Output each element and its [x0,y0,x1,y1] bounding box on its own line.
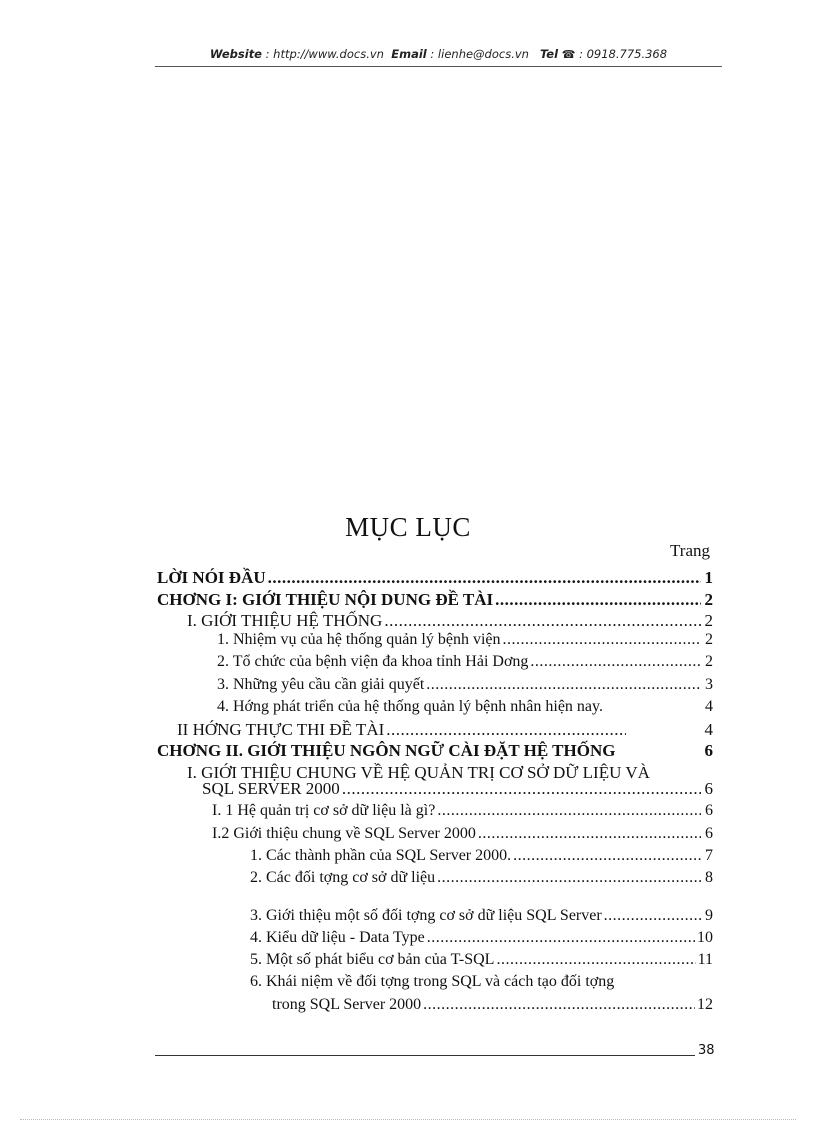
tel-label: Tel [539,47,559,61]
phone-icon: ☎ [561,48,576,61]
toc-entry-2-I-2-4: 4. Kiểu dữ liệu - Data Type ..... 10 [250,928,713,948]
email-value: : lienhe@docs.vn [430,47,529,61]
toc-entry-preface: LỜI NÓI ĐẦU ..... 1 [157,568,713,588]
toc-entry-2-I-2-6: 6. Khái niệm về đối tợng trong SQL và cách tạo đối tợng [250,973,615,990]
email-label: Email [391,47,427,61]
page-header [155,47,722,67]
page-bottom-border [20,1119,796,1120]
toc-entry-2-I-2-5: 5. Một số phát biểu cơ bản của T-SQL ..... 11 [250,950,713,970]
toc-entry-2-I: I. GIỚI THIỆU CHUNG VỀ HỆ QUẢN TRỊ CƠ SỞ DỮ LIỆU VÀ [187,763,650,782]
toc-entry-1-I-2: 2. Tổ chức của bệnh viện đa khoa tỉnh Hải Dơng ..... 2 [217,652,713,672]
toc-entry-1-I-1: 1. Nhiệm vụ của hệ thống quản lý bệnh viện ..... 2 [217,630,713,650]
page-number: 38 [698,1043,715,1058]
toc-entry-1-I-3: 3. Những yêu cầu cần giải quyết ..... 3 [217,675,713,695]
page-title: MỤC LỤC [345,512,471,542]
page-column-label: Trang [670,541,710,560]
tel-value: : 0918.775.368 [579,47,668,61]
toc-entry-2-I-2-2: 2. Các đối tợng cơ sở dữ liệu ..... 8 [250,868,713,888]
website-value: : http://www.docs.vn [265,47,384,61]
toc-entry-2-I-cont: SQL SERVER 2000 ..... 6 [202,779,713,799]
toc-entry-1-I: I. GIỚI THIỆU HỆ THỐNG ..... 2 [187,611,713,631]
toc-entry-chapter-2: CHƠNG II. GIỚI THIỆU NGÔN NGỮ CÀI ĐẶT HỆ THỐNG 6 [157,741,713,760]
toc-entry-2-I-2-6-cont: trong SQL Server 2000 ..... 12 [272,995,713,1015]
toc-entry-2-I-1: I. 1 Hệ quản trị cơ sở dữ liệu là gì? ..... 6 [212,801,713,821]
footer-rule [155,1055,695,1056]
toc-entry-2-I-2-3: 3. Giới thiệu một số đối tợng cơ sở dữ liệu SQL Server ..... 9 [250,906,713,926]
toc-entry-chapter-1: CHƠNG I: GIỚI THIỆU NỘI DUNG ĐỀ TÀI ..... 2 [157,590,713,610]
toc-entry-2-I-2: I.2 Giới thiệu chung về SQL Server 2000 ..... 6 [212,824,713,844]
toc-entry-1-I-4: 4. Hớng phát triển của hệ thống quản lý bệnh nhân hiện nay. 4 [217,698,713,715]
toc-entry-2-I-2-1: 1. Các thành phần của SQL Server 2000. ..... 7 [250,846,713,866]
toc-entry-1-II: II HỚNG THỰC THI ĐỀ TÀI ..... 4 [177,720,713,740]
website-label: Website [209,47,262,61]
